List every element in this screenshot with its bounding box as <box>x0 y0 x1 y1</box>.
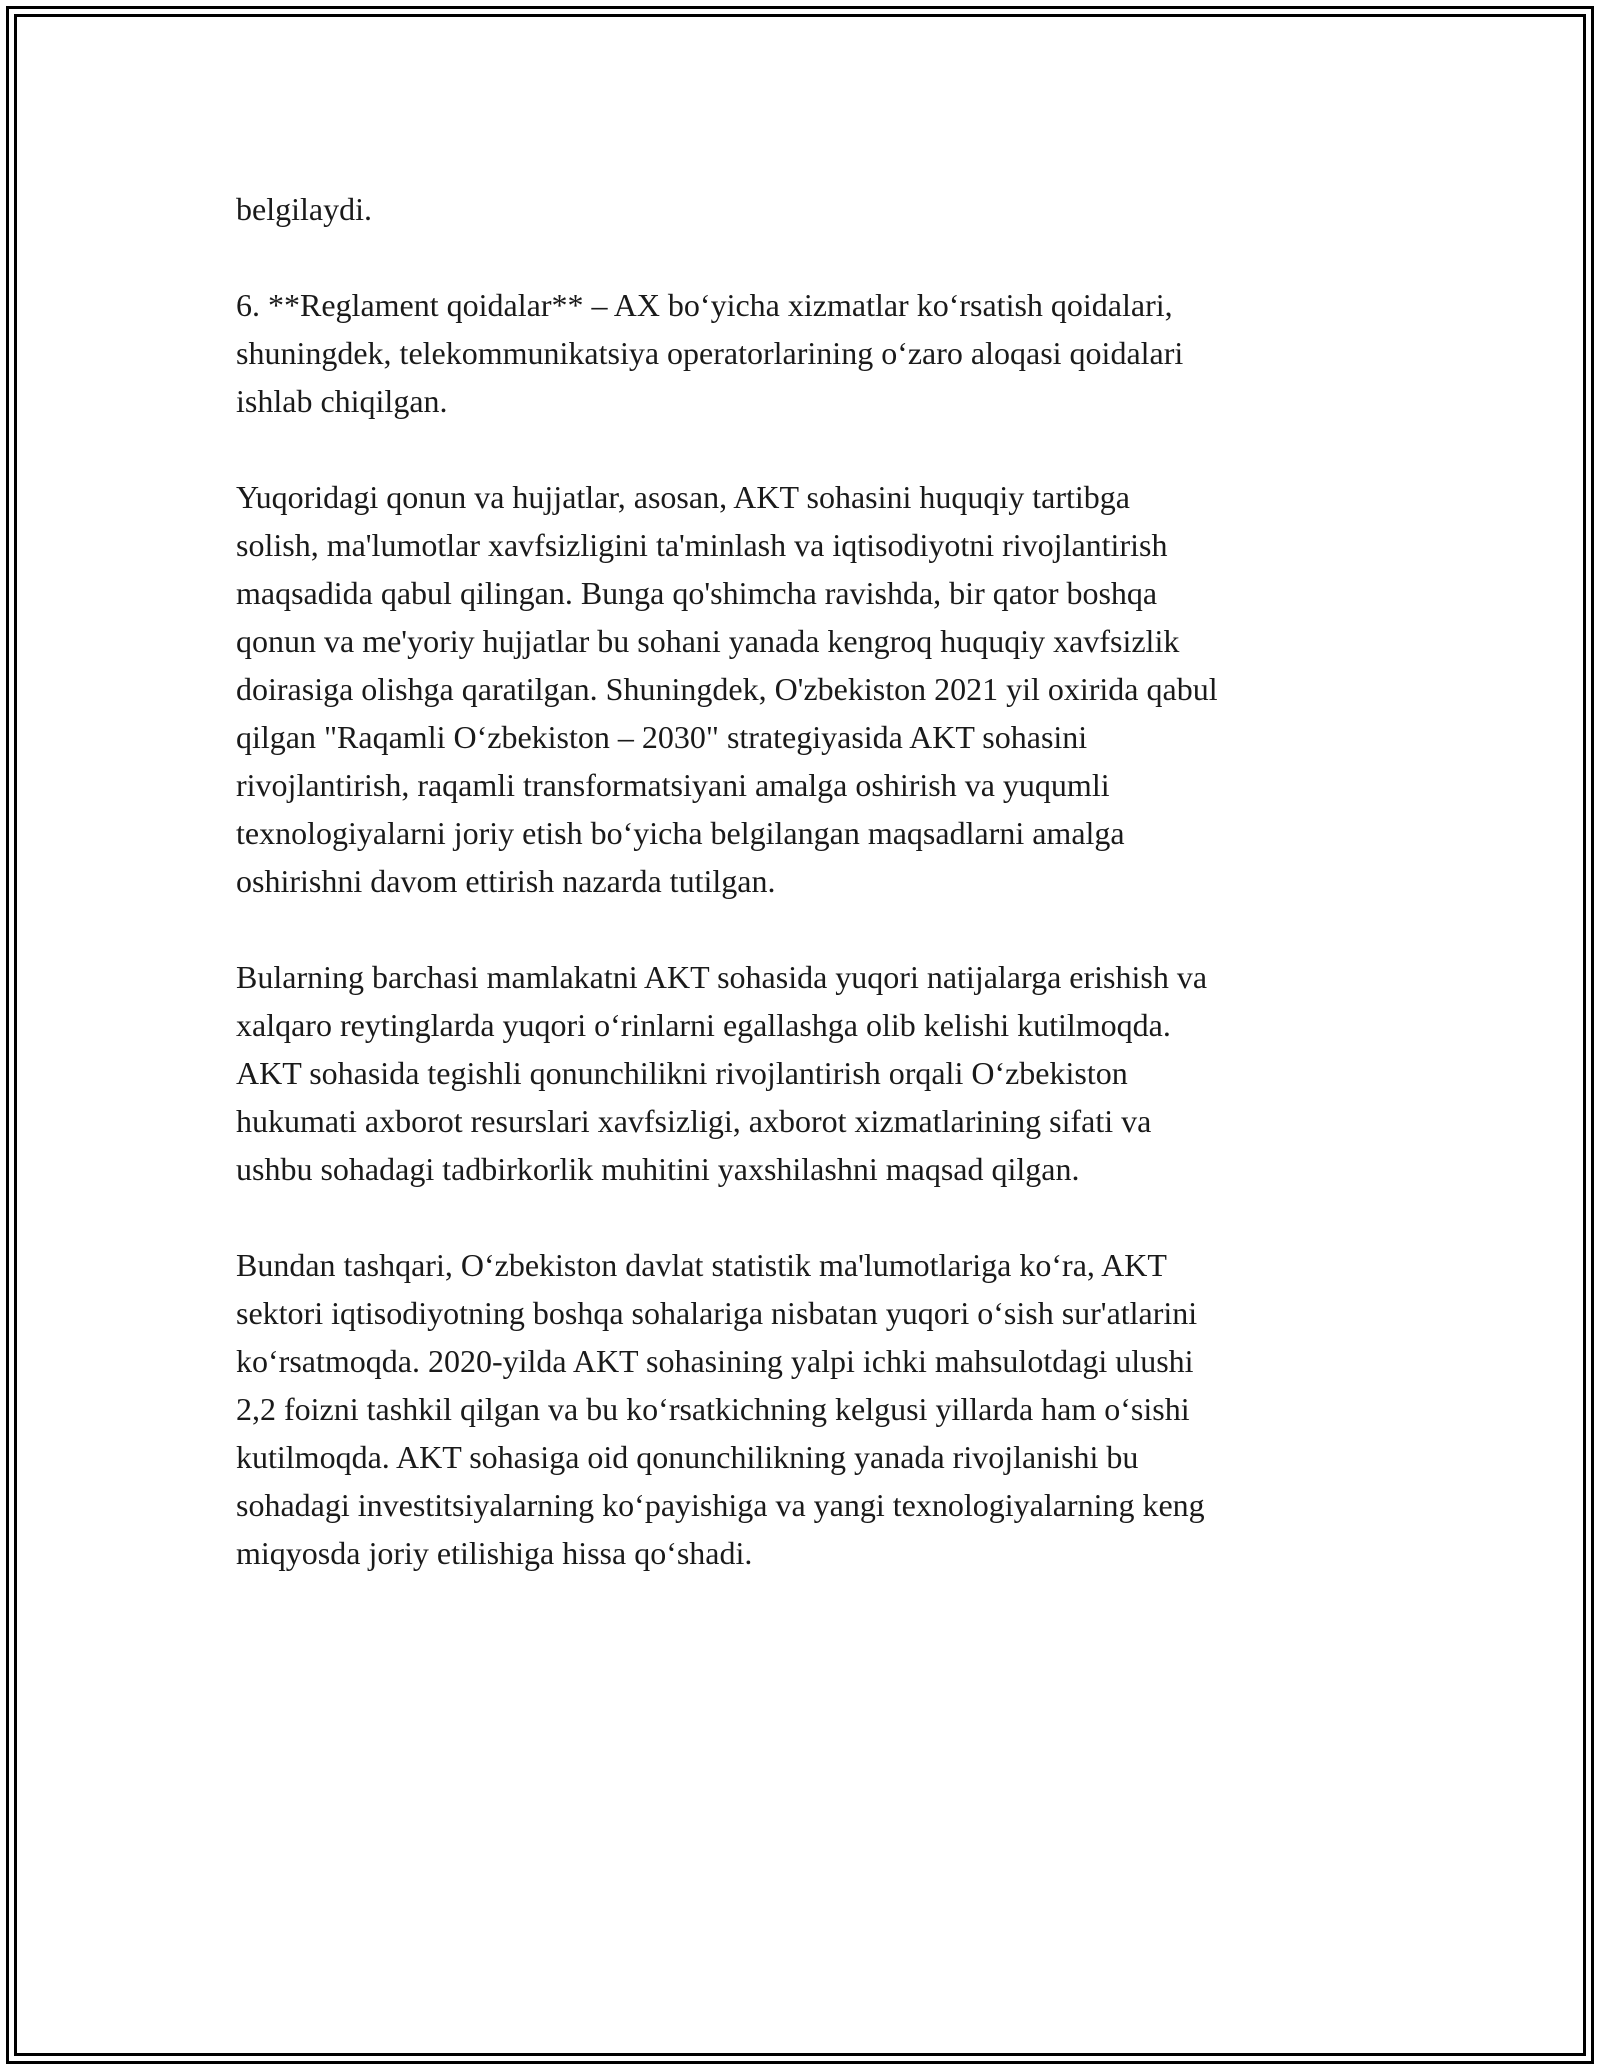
paragraph-natijalar: Bularning barchasi mamlakatni AKT sohasida yuqori natijalarga erishish va xalqaro reytinglarda yuqori o‘rinlarni egallashga olib kelishi kutilmoqda. AKT sohasida tegishli qonunchilikni rivojlantirish orqali O‘zbekiston hukumati axborot resurslari xavfsizligi, axborot xizmatlarining sifati va ushbu sohadagi tadbirkorlik muhitini yaxshilashni maqsad qilgan. <box>236 959 1208 1187</box>
paragraph-statistika: Bundan tashqari, O‘zbekiston davlat statistik ma'lumotlariga ko‘ra, AKT sektori iqtisodiyotning boshqa sohalariga nisbatan yuqori o‘sish sur'atlarini ko‘rsatmoqda. 2020-yilda AKT sohasining yalpi ichki mahsulotdagi ulushi 2,2 foizni tashkil qilgan va bu ko‘rsatkichning kelgusi yillarda ham o‘sishi kutilmoqda. AKT sohasiga oid qonunchilikning yanada rivojlanishi bu sohadagi investitsiyalarning ko‘payishiga va yangi texnologiyalarning keng miqyosda joriy etilishiga hissa qo‘shadi. <box>236 1247 1205 1571</box>
paragraph-reglament-qoidalar: 6. **Reglament qoidalar** – AX bo‘yicha xizmatlar ko‘rsatish qoidalari, shuningdek, telekommunikatsiya operatorlarining o‘zaro aloqasi qoidalari ishlab chiqilgan. <box>236 287 1184 419</box>
paragraph-qonun-hujjatlar: Yuqoridagi qonun va hujjatlar, asosan, AKT sohasini huquqiy tartibga solish, ma'lumotlar xavfsizligini ta'minlash va iqtisodiyotni rivojlantirish maqsadida qabul qilingan. Bunga qo'shimcha ravishda, bir qator boshqa qonun va me'yoriy hujjatlar bu sohani yanada kengroq huquqiy xavfsizlik doirasiga olishga qaratilgan. Shuningdek, O'zbekiston 2021 yil oxirida qabul qilgan "Raqamli O‘zbekiston – 2030" strategiyasida AKT sohasini rivojlantirish, raqamli transformatsiyani amalga oshirish va yuqumli texnologiyalarni joriy etish bo‘yicha belgilangan maqsadlarni amalga oshirishni davom ettirish nazarda tutilgan. <box>236 479 1218 899</box>
document-body <box>236 185 1386 1625</box>
paragraph-continuation: belgilaydi. <box>236 191 372 227</box>
